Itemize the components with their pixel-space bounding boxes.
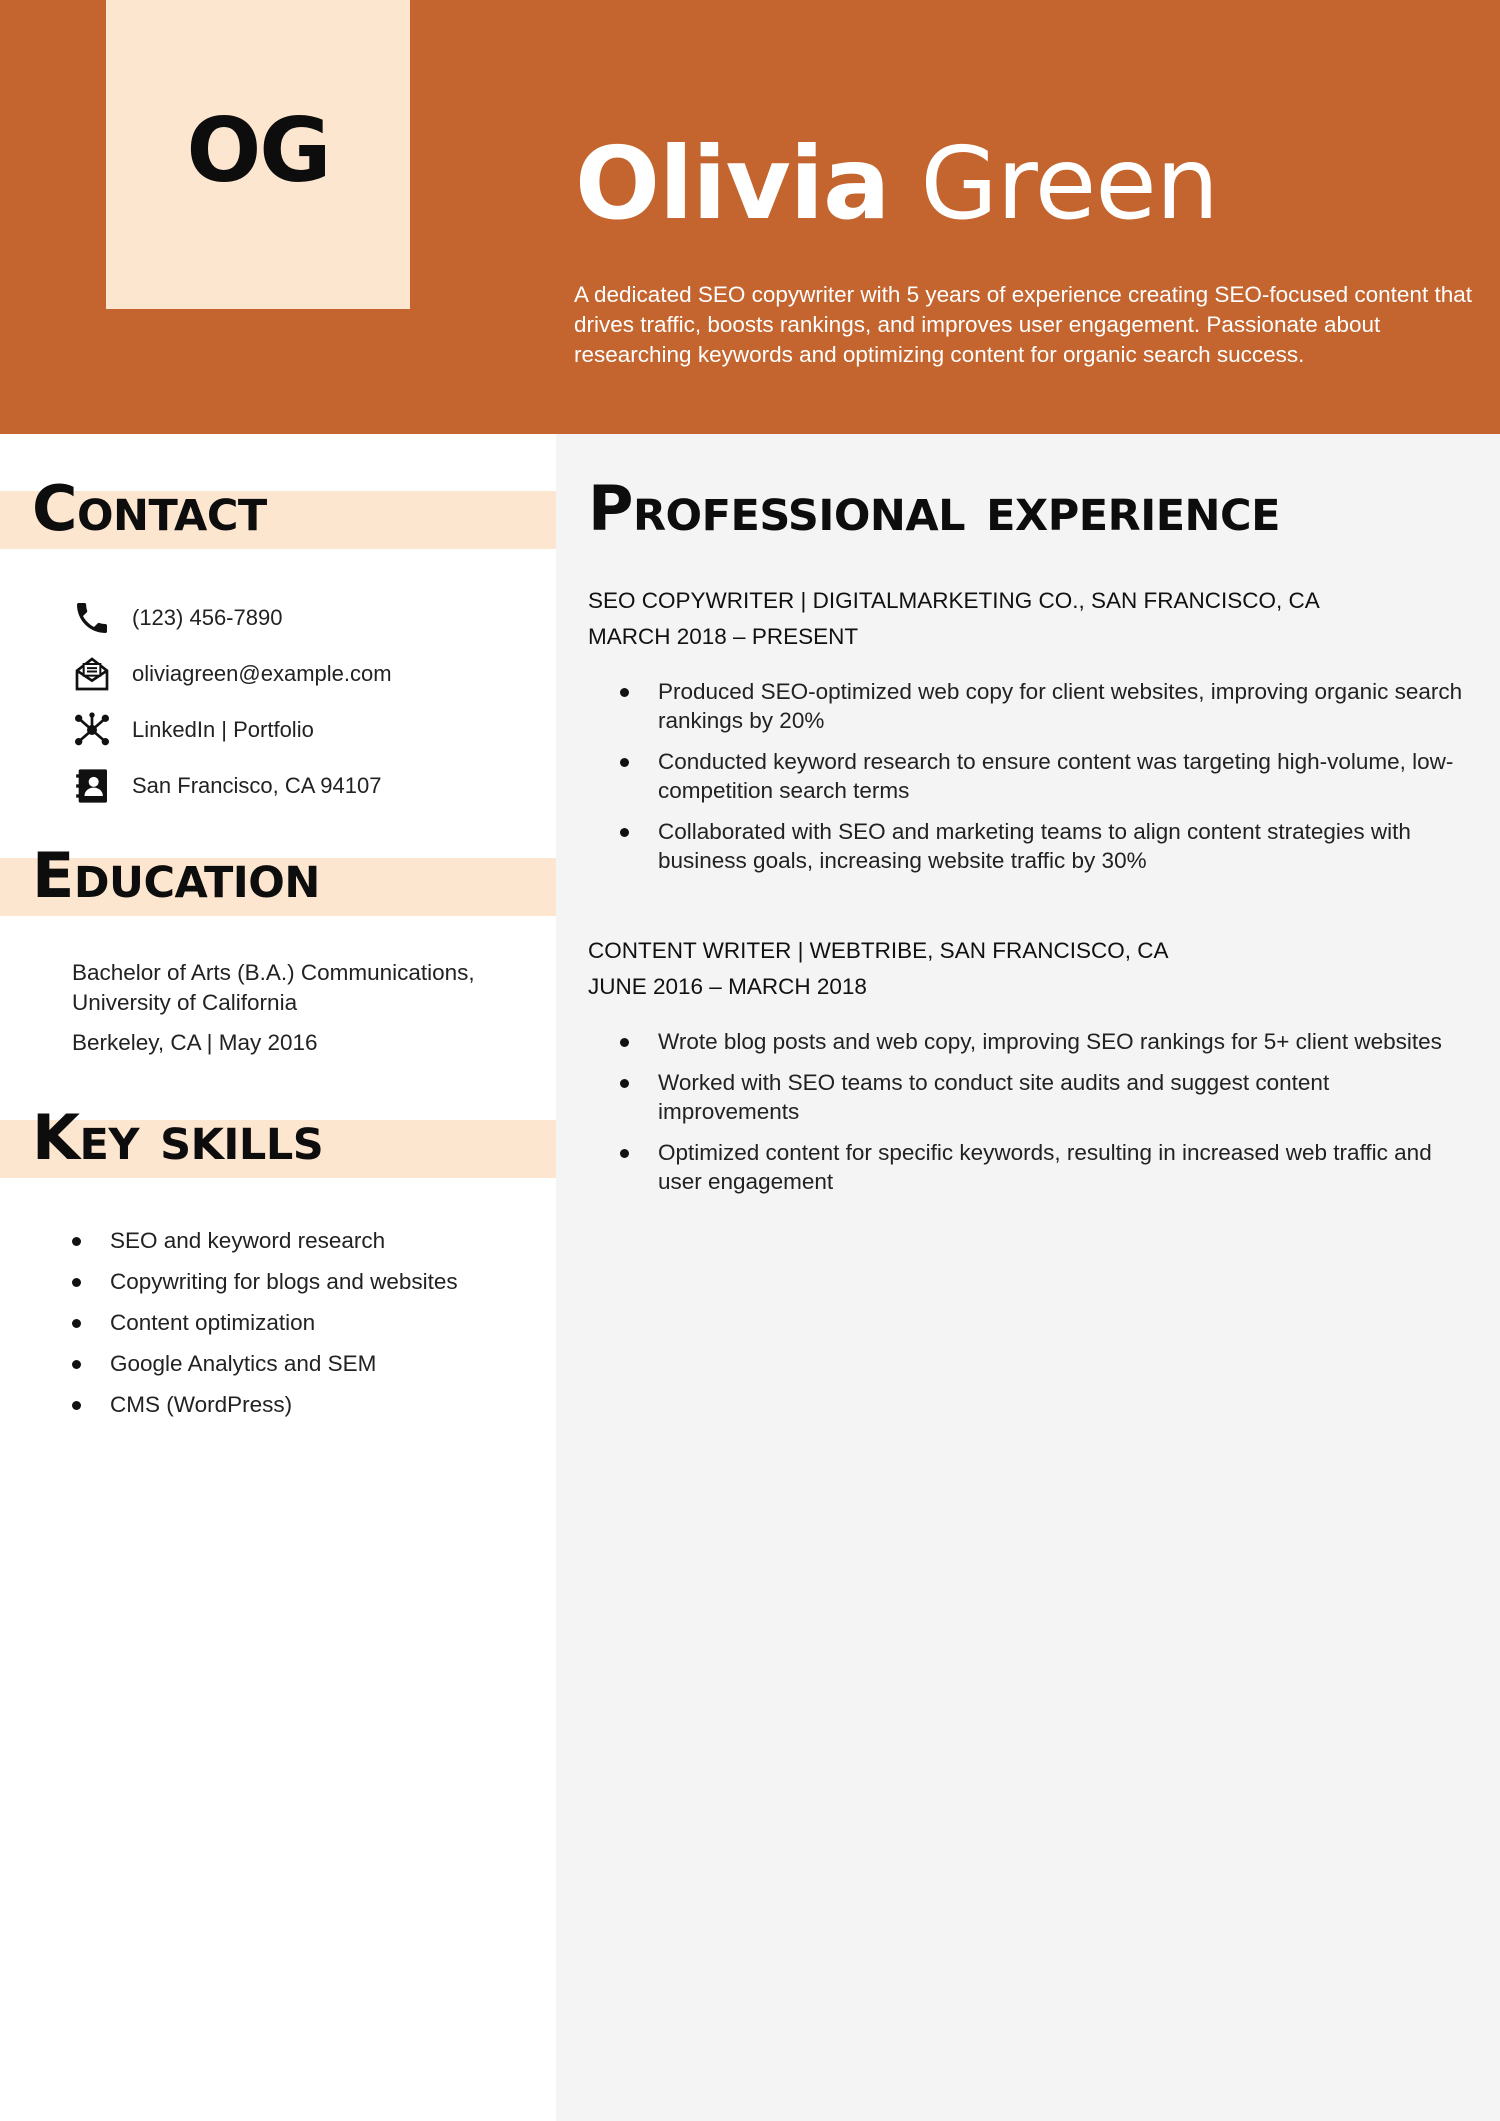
- education-entry: [72, 958, 542, 1058]
- network-icon: [70, 708, 114, 752]
- experience-heading: Professional experience: [588, 472, 1280, 545]
- job-bullet: Optimized content for specific keywords, resulting in increased web traffic and user engagement: [588, 1138, 1468, 1196]
- job-entry-1: [588, 583, 1468, 887]
- address-text: San Francisco, CA 94107: [132, 773, 382, 798]
- education-location-date: Berkeley, CA | May 2016: [72, 1030, 318, 1055]
- contact-item-phone: [70, 590, 392, 646]
- phone-icon: [70, 596, 114, 640]
- contact-item-links: [70, 702, 392, 758]
- skill-item: Google Analytics and SEM: [70, 1343, 458, 1384]
- phone-text: (123) 456-7890: [132, 605, 283, 630]
- job-bullets: [588, 677, 1468, 875]
- address-card-icon: [70, 764, 114, 808]
- education-heading: Education: [32, 839, 320, 912]
- skills-list: [70, 1220, 458, 1425]
- profile-summary: A dedicated SEO copywriter with 5 years of experience creating SEO-focused content that drives traffic, boosts rankings, and improves user engagement. Passionate about researching keywords and optimizing content for organic search success.: [574, 282, 1472, 367]
- job-bullet: Produced SEO-optimized web copy for client websites, improving organic search rankings by 20%: [588, 677, 1468, 735]
- contact-heading: Contact: [32, 472, 267, 545]
- skills-heading: Key skills: [32, 1101, 324, 1174]
- job-dates: MARCH 2018 – PRESENT: [588, 624, 859, 649]
- skill-item: Copywriting for blogs and websites: [70, 1261, 458, 1302]
- monogram: OG: [186, 99, 330, 202]
- header: [0, 0, 1500, 434]
- skill-item: CMS (WordPress): [70, 1384, 458, 1425]
- monogram-box: [106, 0, 410, 309]
- skill-item: Content optimization: [70, 1302, 458, 1343]
- job-bullet: Worked with SEO teams to conduct site audits and suggest content improvements: [588, 1068, 1468, 1126]
- skill-item: SEO and keyword research: [70, 1220, 458, 1261]
- education-degree: Bachelor of Arts (B.A.) Communications, University of California: [72, 960, 475, 1015]
- contact-item-email: [70, 646, 392, 702]
- job-entry-2: [588, 933, 1468, 1208]
- job-bullets: [588, 1027, 1468, 1196]
- last-name: Green: [920, 125, 1219, 242]
- contact-list: [70, 590, 392, 814]
- email-text: oliviagreen@example.com: [132, 661, 392, 686]
- job-bullet: Wrote blog posts and web copy, improving SEO rankings for 5+ client websites: [588, 1027, 1468, 1056]
- job-bullet: Conducted keyword research to ensure content was targeting high-volume, low-competition search terms: [588, 747, 1468, 805]
- job-title: CONTENT WRITER | WEBTRIBE, SAN FRANCISCO, CA: [588, 938, 1169, 963]
- envelope-icon: [70, 652, 114, 696]
- job-title: SEO COPYWRITER | DIGITALMARKETING CO., SAN FRANCISCO, CA: [588, 588, 1320, 613]
- first-name: Olivia: [575, 125, 890, 242]
- job-dates: JUNE 2016 – MARCH 2018: [588, 974, 867, 999]
- links-text: LinkedIn | Portfolio: [132, 717, 314, 742]
- contact-item-address: [70, 758, 392, 814]
- job-bullet: Collaborated with SEO and marketing teams to align content strategies with business goals, increasing website traffic by 30%: [588, 817, 1468, 875]
- full-name: [575, 125, 1218, 242]
